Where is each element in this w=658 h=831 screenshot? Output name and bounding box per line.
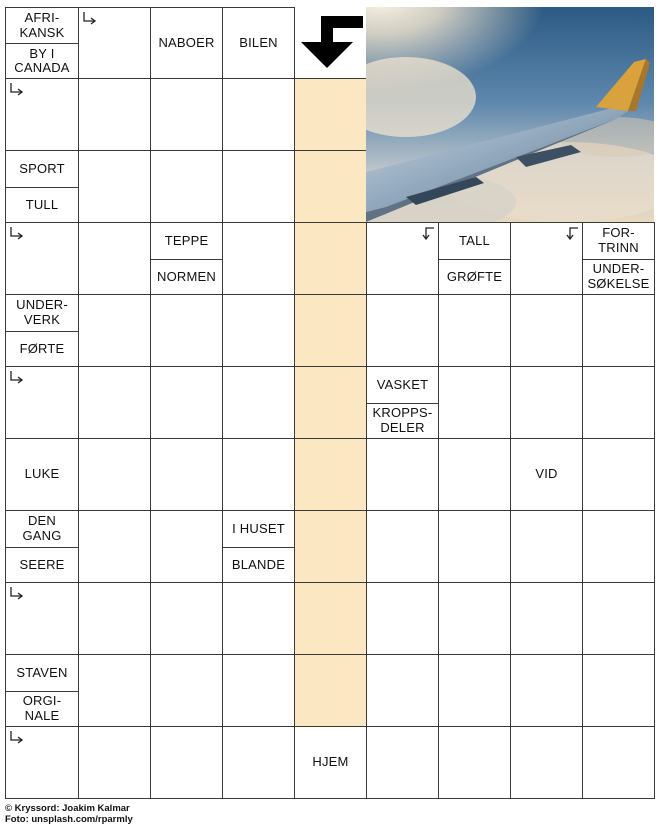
grid-cell[interactable]: [222, 510, 295, 583]
grid-cell[interactable]: [222, 582, 295, 655]
clue-naboer: NABOER: [158, 34, 215, 50]
grid-cell[interactable]: [510, 438, 583, 511]
clue-by-i-canada: BY I CANADA: [6, 43, 78, 78]
clue-tull: TULL: [6, 187, 78, 223]
grid-cell[interactable]: [582, 510, 655, 583]
grid-cell[interactable]: [78, 78, 151, 151]
grid-cell[interactable]: [366, 222, 439, 295]
arrow-down-right-icon: [8, 585, 26, 603]
grid-cell[interactable]: [5, 294, 79, 367]
grid-cell[interactable]: [510, 510, 583, 583]
grid-cell[interactable]: [150, 7, 223, 79]
clue-fortrinn: FOR- TRINN: [598, 225, 639, 255]
grid-cell[interactable]: [438, 654, 511, 727]
clue-sport: SPORT: [19, 160, 65, 176]
grid-cell[interactable]: [510, 654, 583, 727]
grid-cell[interactable]: [150, 438, 223, 511]
grid-cell[interactable]: [78, 222, 151, 295]
grid-cell[interactable]: [222, 294, 295, 367]
grid-cell[interactable]: [510, 726, 583, 799]
grid-cell[interactable]: [438, 510, 511, 583]
grid-cell[interactable]: [294, 222, 367, 295]
grid-cell[interactable]: [222, 222, 295, 295]
grid-cell[interactable]: [582, 438, 655, 511]
clue-afrikansk: AFRI- KANSK: [19, 10, 65, 40]
grid-cell[interactable]: [5, 366, 79, 439]
grid-cell[interactable]: [78, 510, 151, 583]
grid-cell[interactable]: [150, 366, 223, 439]
arrow-down-right-icon: [8, 369, 26, 387]
grid-cell[interactable]: [366, 654, 439, 727]
grid-cell[interactable]: [222, 726, 295, 799]
arrow-down-right-icon: [8, 729, 26, 747]
clue-teppe: TEPPE: [164, 232, 209, 248]
clue-hjem: HJEM: [312, 754, 349, 770]
clue-undersokelse: UNDER- SØKELSE: [583, 259, 654, 295]
grid-cell[interactable]: [78, 438, 151, 511]
grid-cell[interactable]: [366, 438, 439, 511]
grid-cell[interactable]: [150, 78, 223, 151]
grid-cell[interactable]: [150, 150, 223, 223]
grid-cell[interactable]: [78, 582, 151, 655]
grid-cell[interactable]: [438, 438, 511, 511]
grid-cell[interactable]: [150, 294, 223, 367]
grid-cell[interactable]: [294, 582, 367, 655]
solution-arrow-icon: [297, 12, 363, 75]
grid-cell[interactable]: [5, 654, 79, 727]
grid-cell[interactable]: [222, 150, 295, 223]
grid-cell[interactable]: [150, 222, 223, 295]
credit-photo: Foto: unsplash.com/rparmly: [5, 814, 133, 825]
airplane-photo: [366, 7, 654, 222]
grid-cell[interactable]: [582, 366, 655, 439]
grid-cell[interactable]: [150, 510, 223, 583]
grid-cell[interactable]: [5, 150, 79, 223]
grid-cell[interactable]: [78, 150, 151, 223]
clue-den-gang: DEN GANG: [22, 513, 62, 543]
arrow-left-down-icon: [563, 225, 581, 243]
clue-bilen: BILEN: [239, 34, 278, 50]
clue-forte: FØRTE: [6, 331, 78, 367]
clue-kroppsdeler: KROPPS- DELER: [367, 403, 438, 439]
grid-cell[interactable]: [582, 654, 655, 727]
grid-cell[interactable]: [294, 510, 367, 583]
grid-cell[interactable]: [5, 7, 79, 79]
grid-cell[interactable]: [5, 438, 79, 511]
grid-cell[interactable]: [78, 726, 151, 799]
grid-cell[interactable]: [582, 294, 655, 367]
grid-cell[interactable]: [366, 366, 439, 439]
grid-cell[interactable]: [5, 726, 79, 799]
grid-cell[interactable]: [366, 582, 439, 655]
grid-cell[interactable]: [438, 222, 511, 295]
arrow-down-right-icon: [8, 81, 26, 99]
grid-cell[interactable]: [294, 294, 367, 367]
arrow-left-down-icon: [419, 225, 437, 243]
clue-normen: NORMEN: [151, 259, 222, 295]
grid-cell[interactable]: [510, 222, 583, 295]
grid-cell[interactable]: [366, 726, 439, 799]
clue-underverk: UNDER- VERK: [16, 297, 68, 327]
grid-cell[interactable]: [294, 366, 367, 439]
grid-cell[interactable]: [582, 222, 655, 295]
grid-cell[interactable]: [222, 366, 295, 439]
grid-cell[interactable]: [222, 654, 295, 727]
arrow-down-right-icon: [8, 225, 26, 243]
grid-cell[interactable]: [222, 78, 295, 151]
grid-cell[interactable]: [438, 726, 511, 799]
grid-cell[interactable]: [438, 294, 511, 367]
grid-cell[interactable]: [438, 582, 511, 655]
grid-cell[interactable]: [78, 366, 151, 439]
grid-cell[interactable]: [5, 78, 79, 151]
grid-cell[interactable]: [294, 438, 367, 511]
grid-cell[interactable]: [150, 654, 223, 727]
grid-cell[interactable]: [366, 294, 439, 367]
grid-cell[interactable]: [150, 726, 223, 799]
grid-cell[interactable]: [294, 78, 367, 151]
grid-cell[interactable]: [5, 582, 79, 655]
credits: [5, 803, 133, 825]
clue-grofte: GRØFTE: [439, 259, 510, 295]
clue-blande: BLANDE: [223, 547, 294, 583]
clue-luke: LUKE: [24, 466, 60, 482]
grid-cell[interactable]: [78, 654, 151, 727]
clue-seere: SEERE: [6, 547, 78, 583]
clue-vasket: VASKET: [376, 376, 429, 392]
grid-cell[interactable]: [5, 222, 79, 295]
grid-cell[interactable]: [366, 510, 439, 583]
grid-cell[interactable]: [294, 654, 367, 727]
grid-cell[interactable]: [150, 582, 223, 655]
grid-cell[interactable]: [5, 510, 79, 583]
clue-i-huset: I HUSET: [232, 520, 285, 536]
grid-cell[interactable]: [510, 582, 583, 655]
clue-vid: VID: [535, 466, 558, 482]
airplane-wing-image: [366, 7, 654, 222]
grid-cell[interactable]: [294, 150, 367, 223]
credit-crossword: © Kryssord: Joakim Kalmar: [5, 803, 130, 814]
grid-cell[interactable]: [222, 7, 295, 79]
grid-cell[interactable]: [582, 582, 655, 655]
grid-cell[interactable]: [294, 726, 367, 799]
grid-cell[interactable]: [438, 366, 511, 439]
grid-cell[interactable]: [222, 438, 295, 511]
arrow-down-right-icon: [81, 10, 99, 28]
grid-cell[interactable]: [510, 294, 583, 367]
grid-cell[interactable]: [78, 7, 151, 79]
clue-orginale: ORGI- NALE: [6, 691, 78, 727]
grid-cell[interactable]: [510, 366, 583, 439]
grid-cell[interactable]: [78, 294, 151, 367]
clue-tall: TALL: [459, 232, 490, 248]
clue-staven: STAVEN: [16, 664, 68, 680]
grid-cell[interactable]: [582, 726, 655, 799]
